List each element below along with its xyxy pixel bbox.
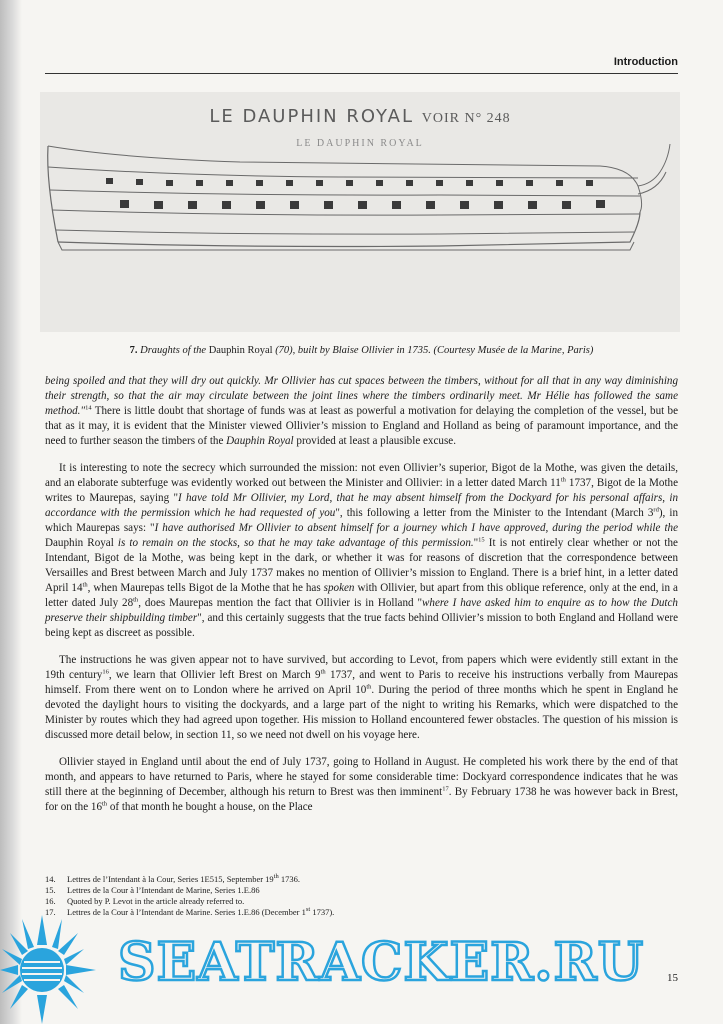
p2-text-3: ", this following a letter from the Minister to the Intendant (March 3 xyxy=(335,507,654,519)
p1-text-1: There is little doubt that shortage of funds was at least as powerful a motivation for delaying the completion of the vessel, but be that as it may, it is evident that the Minister viewed Ollivier’s mission to England and Holland as being of paramount importance, and the need to further season the timbers of the xyxy=(45,405,678,447)
footnote-text-a: Lettres de l’Intendant à la Cour, Series 1E515, September 19 xyxy=(67,874,274,884)
p3-text-2: , we learn that Ollivier left Brest on March 9 xyxy=(108,669,321,681)
footnote-text-b: 1736. xyxy=(278,874,300,884)
footnote-14 xyxy=(45,874,678,885)
p1-ship-name: Dauphin Royal xyxy=(226,435,294,447)
p2-text-1: It is interesting to note the secrecy which surrounded the mission: not even Ollivier’s superior, Bigot de la Mothe, was given the details, and an elaborate subterfuge was evidently worked out between the Minister and Ollivier: in a letter dated March 11 xyxy=(45,462,678,489)
p4-text-3: of that month he bought a house, on the Place xyxy=(107,801,313,813)
paragraph-1 xyxy=(45,374,678,449)
paragraph-3 xyxy=(45,653,678,743)
p2-text-8: , when Maurepas tells Bigot de la Mothe that he has xyxy=(87,582,324,594)
footnote-text-b: 1737). xyxy=(310,907,335,917)
p1-text-2: provided at least a plausible excuse. xyxy=(293,435,456,447)
binding-gutter xyxy=(0,0,22,1024)
footnote-number: 17. xyxy=(45,907,56,917)
p2-sup-2: rd xyxy=(653,506,659,514)
footnote-text: Lettres de la Cour à l’Intendant de Marine, Series 1.E.86 xyxy=(67,885,260,895)
p4-text-2: . By February 1738 he was however back in Brest, for on the 16 xyxy=(45,786,678,813)
ship-hull-drawing xyxy=(40,92,680,332)
section-title: Introduction xyxy=(613,56,678,68)
p2-text-11: ", and this certainly suggests that the true facts behind Ollivier’s mission to both England and Holland were being kept as discreet as possible. xyxy=(45,612,678,639)
p2-text-9: with Ollivier, but apart from this oblique reference, only at the end, in a letter dated July 28 xyxy=(45,582,678,609)
footnote-16 xyxy=(45,896,678,907)
footnote-sup: th xyxy=(273,873,279,881)
footnote-sup: st xyxy=(305,906,311,914)
footnote-text-a: Lettres de la Cour à l’Intendant de Marine. Series 1.E.86 (December 1 xyxy=(67,907,306,917)
p3-sup-1: th xyxy=(320,668,326,676)
p2-quote-1: I have told Mr Ollivier, my Lord, that he may absent himself from the Dockyard for his personal affairs, in accordance with the permission which he had requested of you xyxy=(45,492,679,519)
p3-text-4: . During the period of three months which he spent in England he devoted the daylight hours to visiting the dockyards, and a large part of the night to writing his Remarks, which were dispatched to the Minister by routes which they had agreed upon together. His mission to Holland encountered fewer obstacles. The question of his mission is discussed more detail below, in section 11, so we need not dwell on his voyage here. xyxy=(45,684,678,741)
figure-caption xyxy=(45,345,678,356)
footnote-number: 15. xyxy=(45,885,56,895)
body-text xyxy=(45,374,678,827)
p2-text-10: , does Maurepas mention the fact that Ollivier is in Holland " xyxy=(138,597,422,609)
footnote-number: 14. xyxy=(45,874,56,884)
p2-spoken: spoken xyxy=(323,582,355,594)
footnotes xyxy=(45,874,678,918)
footnote-text xyxy=(67,874,300,885)
footnote-ref-14: 14 xyxy=(85,404,92,412)
p2-sup-3: th xyxy=(82,581,88,589)
plate-title-name: LE DAUPHIN ROYAL xyxy=(209,106,414,127)
footnote-text: Quoted by P. Levot in the article already referred to. xyxy=(67,896,245,906)
footnote-ref-15: 15 xyxy=(478,536,485,544)
ship-draught-plate xyxy=(40,92,680,332)
p2-quote-4: where I have asked him to enquire as to how the Dutch preserve their shipbuilding timber xyxy=(45,597,678,624)
p2-sup-1: th xyxy=(560,476,566,484)
p4-text-1: Ollivier stayed in England until about the end of July 1737, going to Holland in August. He completed his work there by the end of that month, and appears to have returned to Paris, where he stayed for some considerable time: Dockyard correspondence indicates that he was still there at the beginning of December, although his return to Brest was then imminent xyxy=(45,756,678,798)
plate-subtitle: LE DAUPHIN ROYAL xyxy=(296,138,424,149)
footnote-ref-16: 16 xyxy=(102,668,109,676)
caption-number: 7. xyxy=(129,345,138,356)
p3-text-3: 1737, and went to Paris to receive his instructions verbally from Maurepas himself. From there went on to London where he arrived on April 10 xyxy=(45,669,678,696)
header-rule xyxy=(45,73,678,74)
caption-text-a: Draughts of the xyxy=(140,345,207,356)
footnote-15 xyxy=(45,885,678,896)
caption-ship-name: Dauphin Royal xyxy=(208,345,273,356)
footnote-ref-17: 17 xyxy=(442,785,449,793)
p2-text-7: It is not entirely clear whether or not the Intendant, Bigot de la Mothe, was being kept in the dark, or whether it was for reasons of discretion that the correspondence between Versailles and Brest between March and July 1737 makes no mention of Ollivier’s mission to England. There is a brief hint, in a letter dated April 14 xyxy=(45,537,678,594)
p2-text-2: 1737, Bigot de la Mothe writes to Maurepas, saying " xyxy=(45,477,678,504)
p2-text-4: ), in which Maurepas says: " xyxy=(45,507,678,534)
p3-text-1: The instructions he was given appear not to have survived, but according to Levot, from papers which were evidently still extant in the 19th century xyxy=(45,654,678,681)
p3-sup-2: th xyxy=(366,683,372,691)
watermark-text: SEATRACKER.RU xyxy=(118,932,645,993)
paragraph-4 xyxy=(45,755,678,815)
plate-title-ref: VOIR N° 248 xyxy=(421,111,511,126)
paragraph-2 xyxy=(45,461,678,641)
caption-text-b: (70), built by Blaise Ollivier in 1735. (Courtesy Musée de la Marine, Paris) xyxy=(275,345,594,356)
p2-sup-4: th xyxy=(133,596,139,604)
p2-text-5: Dauphin Royal xyxy=(45,537,118,549)
p2-quote-2: I have authorised Mr Ollivier to absent himself for a journey which I have approved, during the period while the xyxy=(154,522,678,534)
footnote-number: 16. xyxy=(45,896,56,906)
p2-quote-3: is to remain on the stocks, so that he may take advantage of this permission. xyxy=(117,537,474,549)
p1-quote: being spoiled and that they will dry out quickly. Mr Ollivier has cut spaces between the timbers, without for all that in any way diminishing their strength, so that the air may circulate between the joint lines where the timbers ordinarily meet. Mr Hélie has followed the same method." xyxy=(45,375,678,417)
p4-sup-1: th xyxy=(102,800,108,808)
page-number: 15 xyxy=(667,972,678,984)
p2-text-6: " xyxy=(473,537,479,549)
